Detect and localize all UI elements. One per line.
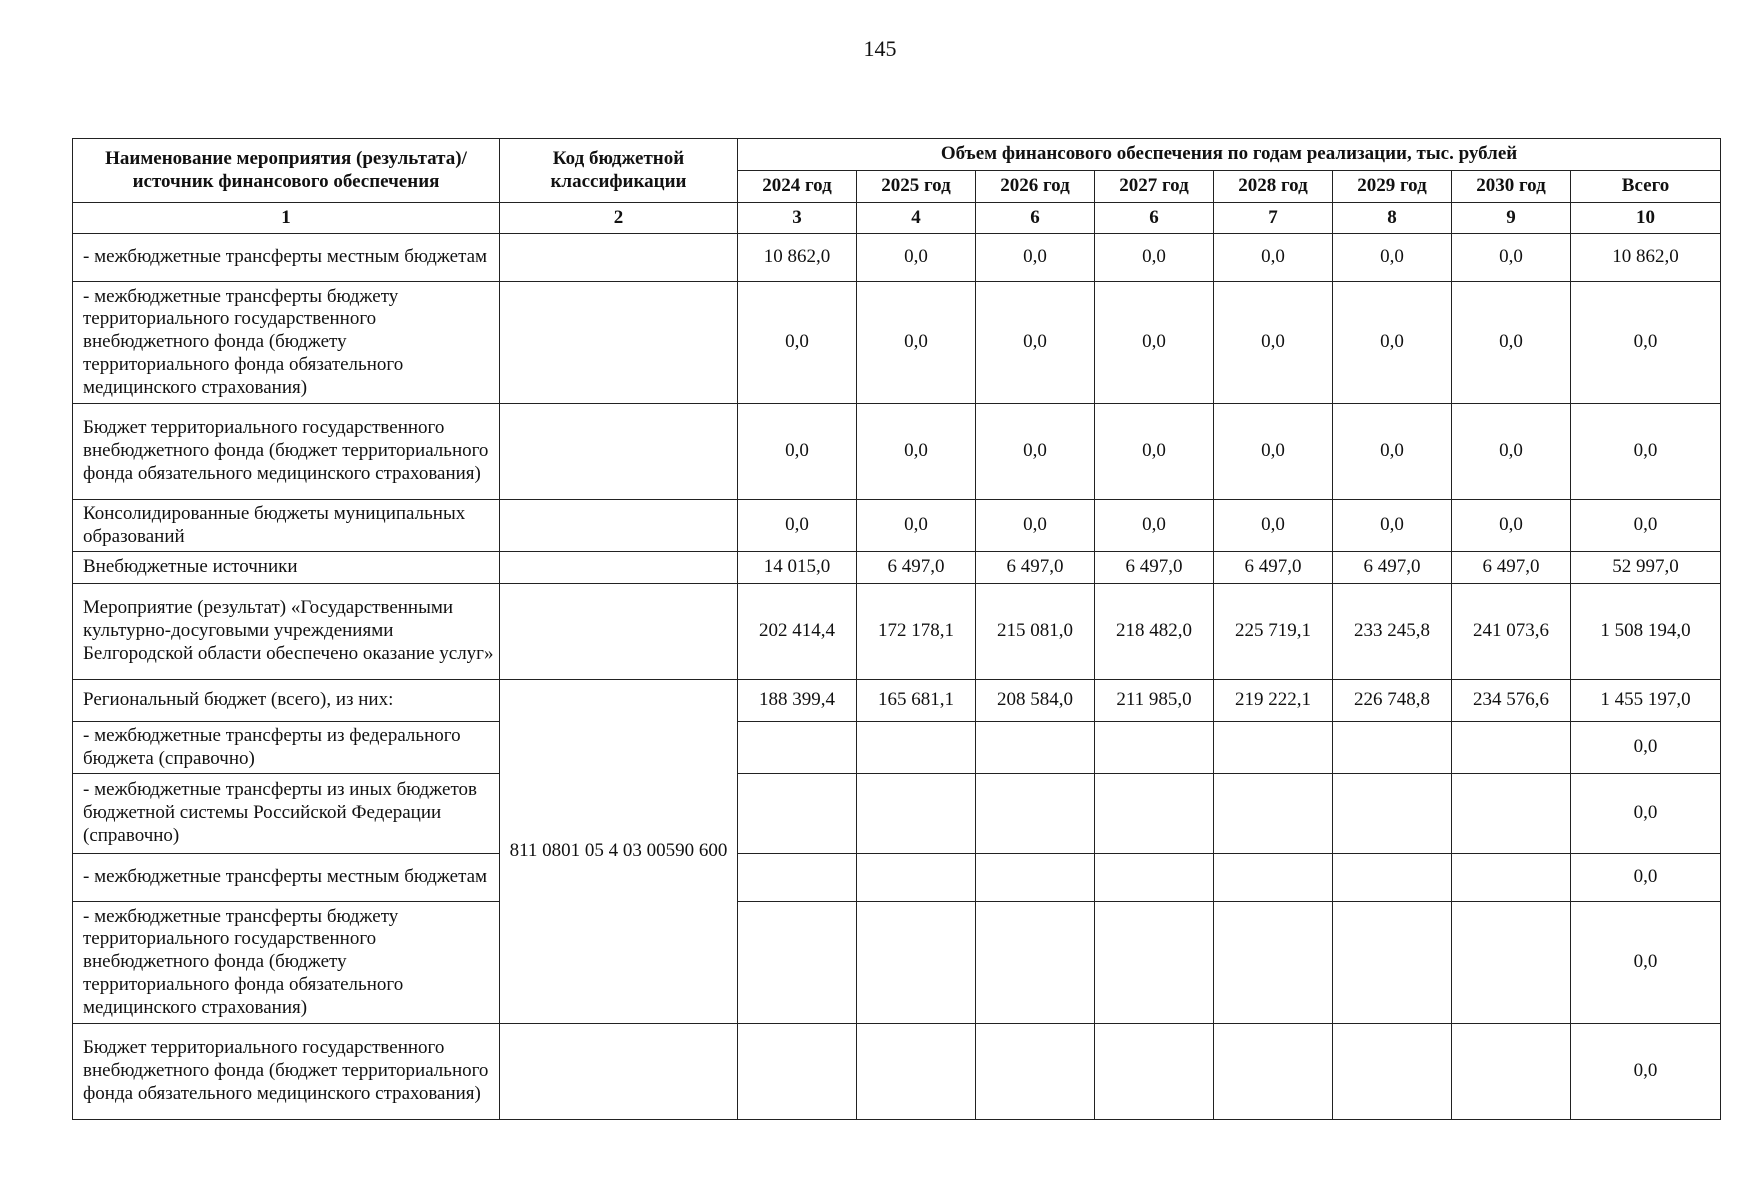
year-value: 0,0 [1095, 500, 1214, 552]
column-index: 6 [976, 203, 1095, 234]
column-index: 4 [857, 203, 976, 234]
year-value [1333, 722, 1452, 774]
row-code [500, 552, 738, 584]
year-value: 215 081,0 [976, 584, 1095, 680]
year-value [1095, 774, 1214, 854]
table-row [73, 552, 1721, 584]
row-total: 0,0 [1571, 774, 1721, 854]
year-value [1452, 854, 1571, 902]
year-value [1214, 902, 1333, 1024]
row-total: 0,0 [1571, 1024, 1721, 1120]
header-name: Наименование мероприятия (результата)/ источник финансового обеспечения [73, 139, 500, 203]
year-value: 0,0 [1452, 404, 1571, 500]
column-index: 9 [1452, 203, 1571, 234]
row-name: - межбюджетные трансферты бюджету территориального государственного внебюджетного фонда (бюджету территориального фонда обязательного медицинского страхования) [73, 282, 500, 404]
year-value: 0,0 [857, 282, 976, 404]
year-value: 0,0 [1095, 282, 1214, 404]
column-index: 1 [73, 203, 500, 234]
year-value: 0,0 [1333, 500, 1452, 552]
year-value [1452, 1024, 1571, 1120]
year-value [1095, 902, 1214, 1024]
year-value: 6 497,0 [976, 552, 1095, 584]
year-value [738, 722, 857, 774]
year-value: 0,0 [1095, 234, 1214, 282]
year-value [976, 854, 1095, 902]
row-name: - межбюджетные трансферты из иных бюджетов бюджетной системы Российской Федерации (справочно) [73, 774, 500, 854]
year-value [976, 902, 1095, 1024]
column-index: 2 [500, 203, 738, 234]
year-value: 0,0 [1095, 404, 1214, 500]
year-value: 0,0 [738, 282, 857, 404]
row-code: 811 0801 05 4 03 00590 600 [500, 680, 738, 1024]
column-index: 7 [1214, 203, 1333, 234]
year-value [1095, 722, 1214, 774]
year-value: 0,0 [1214, 282, 1333, 404]
row-code [500, 500, 738, 552]
header-year: 2025 год [857, 171, 976, 203]
row-total: 10 862,0 [1571, 234, 1721, 282]
year-value [1214, 1024, 1333, 1120]
year-value [976, 1024, 1095, 1120]
year-value: 6 497,0 [857, 552, 976, 584]
row-total: 0,0 [1571, 282, 1721, 404]
year-value [1452, 722, 1571, 774]
row-name: Мероприятие (результат) «Государственными культурно-досуговыми учреждениями Белгородской области обеспечено оказание услуг» [73, 584, 500, 680]
table-row [73, 722, 1721, 774]
row-name: Региональный бюджет (всего), из них: [73, 680, 500, 722]
row-name: - межбюджетные трансферты местным бюджетам [73, 854, 500, 902]
year-value: 202 414,4 [738, 584, 857, 680]
year-value [738, 774, 857, 854]
year-value [857, 902, 976, 1024]
column-index: 3 [738, 203, 857, 234]
year-value [1333, 1024, 1452, 1120]
row-name: - межбюджетные трансферты бюджету территориального государственного внебюджетного фонда (бюджету территориального фонда обязательного медицинского страхования) [73, 902, 500, 1024]
year-value: 6 497,0 [1214, 552, 1333, 584]
header-year: 2030 год [1452, 171, 1571, 203]
row-name: - межбюджетные трансферты из федерального бюджета (справочно) [73, 722, 500, 774]
table-row [73, 234, 1721, 282]
row-name: Бюджет территориального государственного внебюджетного фонда (бюджет территориального фонда обязательного медицинского страхования) [73, 1024, 500, 1120]
year-value: 10 862,0 [738, 234, 857, 282]
year-value [976, 722, 1095, 774]
row-total: 0,0 [1571, 722, 1721, 774]
table-row [73, 584, 1721, 680]
page-number: 145 [863, 36, 897, 61]
column-index: 10 [1571, 203, 1721, 234]
column-index: 8 [1333, 203, 1452, 234]
year-value: 6 497,0 [1452, 552, 1571, 584]
year-value [1333, 774, 1452, 854]
year-value: 0,0 [1333, 282, 1452, 404]
year-value [857, 1024, 976, 1120]
year-value [857, 854, 976, 902]
year-value [1214, 854, 1333, 902]
year-value [1214, 722, 1333, 774]
table-row [73, 854, 1721, 902]
header-year: 2026 год [976, 171, 1095, 203]
year-value: 0,0 [1214, 404, 1333, 500]
year-value: 6 497,0 [1333, 552, 1452, 584]
row-code [500, 234, 738, 282]
year-value [1333, 854, 1452, 902]
row-total: 0,0 [1571, 854, 1721, 902]
year-value: 233 245,8 [1333, 584, 1452, 680]
header-code: Код бюджетной классификации [500, 139, 738, 203]
row-total: 52 997,0 [1571, 552, 1721, 584]
year-value: 0,0 [976, 500, 1095, 552]
header-total: Всего [1571, 171, 1721, 203]
table-row [73, 404, 1721, 500]
year-value [1214, 774, 1333, 854]
year-value: 0,0 [738, 404, 857, 500]
header-year: 2024 год [738, 171, 857, 203]
row-total: 0,0 [1571, 404, 1721, 500]
year-value: 225 719,1 [1214, 584, 1333, 680]
year-value [976, 774, 1095, 854]
year-value: 208 584,0 [976, 680, 1095, 722]
table-body [73, 203, 1721, 1120]
year-value: 172 178,1 [857, 584, 976, 680]
year-value: 0,0 [1214, 234, 1333, 282]
year-value: 14 015,0 [738, 552, 857, 584]
table-row [73, 282, 1721, 404]
year-value [1095, 1024, 1214, 1120]
row-name: Консолидированные бюджеты муниципальных образований [73, 500, 500, 552]
year-value: 6 497,0 [1095, 552, 1214, 584]
year-value: 0,0 [857, 500, 976, 552]
year-value [738, 854, 857, 902]
year-value: 0,0 [1452, 500, 1571, 552]
year-value [857, 722, 976, 774]
year-value: 241 073,6 [1452, 584, 1571, 680]
year-value: 0,0 [1214, 500, 1333, 552]
year-value: 0,0 [857, 404, 976, 500]
table-row [73, 500, 1721, 552]
year-value: 219 222,1 [1214, 680, 1333, 722]
year-value [1095, 854, 1214, 902]
row-name: Внебюджетные источники [73, 552, 500, 584]
row-code [500, 282, 738, 404]
year-value [738, 1024, 857, 1120]
year-value: 0,0 [976, 404, 1095, 500]
year-value: 0,0 [976, 234, 1095, 282]
row-total: 1 455 197,0 [1571, 680, 1721, 722]
financing-table [72, 138, 1721, 1120]
header-year: 2027 год [1095, 171, 1214, 203]
table-row [73, 1024, 1721, 1120]
row-code [500, 584, 738, 680]
row-name: Бюджет территориального государственного внебюджетного фонда (бюджет территориального фонда обязательного медицинского страхования) [73, 404, 500, 500]
year-value: 0,0 [976, 282, 1095, 404]
year-value: 165 681,1 [857, 680, 976, 722]
year-value [738, 902, 857, 1024]
year-value [1452, 902, 1571, 1024]
year-value: 188 399,4 [738, 680, 857, 722]
header-year: 2029 год [1333, 171, 1452, 203]
column-index-row [73, 203, 1721, 234]
year-value [1452, 774, 1571, 854]
year-value: 234 576,6 [1452, 680, 1571, 722]
row-name: - межбюджетные трансферты местным бюджетам [73, 234, 500, 282]
year-value: 226 748,8 [1333, 680, 1452, 722]
table-row [73, 680, 1721, 722]
year-value: 0,0 [1452, 234, 1571, 282]
row-code [500, 1024, 738, 1120]
year-value: 0,0 [1333, 234, 1452, 282]
row-total: 0,0 [1571, 902, 1721, 1024]
row-total: 1 508 194,0 [1571, 584, 1721, 680]
year-value: 0,0 [1452, 282, 1571, 404]
header-year: 2028 год [1214, 171, 1333, 203]
table-row [73, 774, 1721, 854]
year-value: 0,0 [738, 500, 857, 552]
row-code [500, 404, 738, 500]
year-value [1333, 902, 1452, 1024]
table-row [73, 902, 1721, 1024]
row-total: 0,0 [1571, 500, 1721, 552]
header-volume: Объем финансового обеспечения по годам реализации, тыс. рублей [738, 139, 1721, 171]
year-value [857, 774, 976, 854]
column-index: 6 [1095, 203, 1214, 234]
year-value: 0,0 [1333, 404, 1452, 500]
year-value: 218 482,0 [1095, 584, 1214, 680]
year-value: 211 985,0 [1095, 680, 1214, 722]
year-value: 0,0 [857, 234, 976, 282]
